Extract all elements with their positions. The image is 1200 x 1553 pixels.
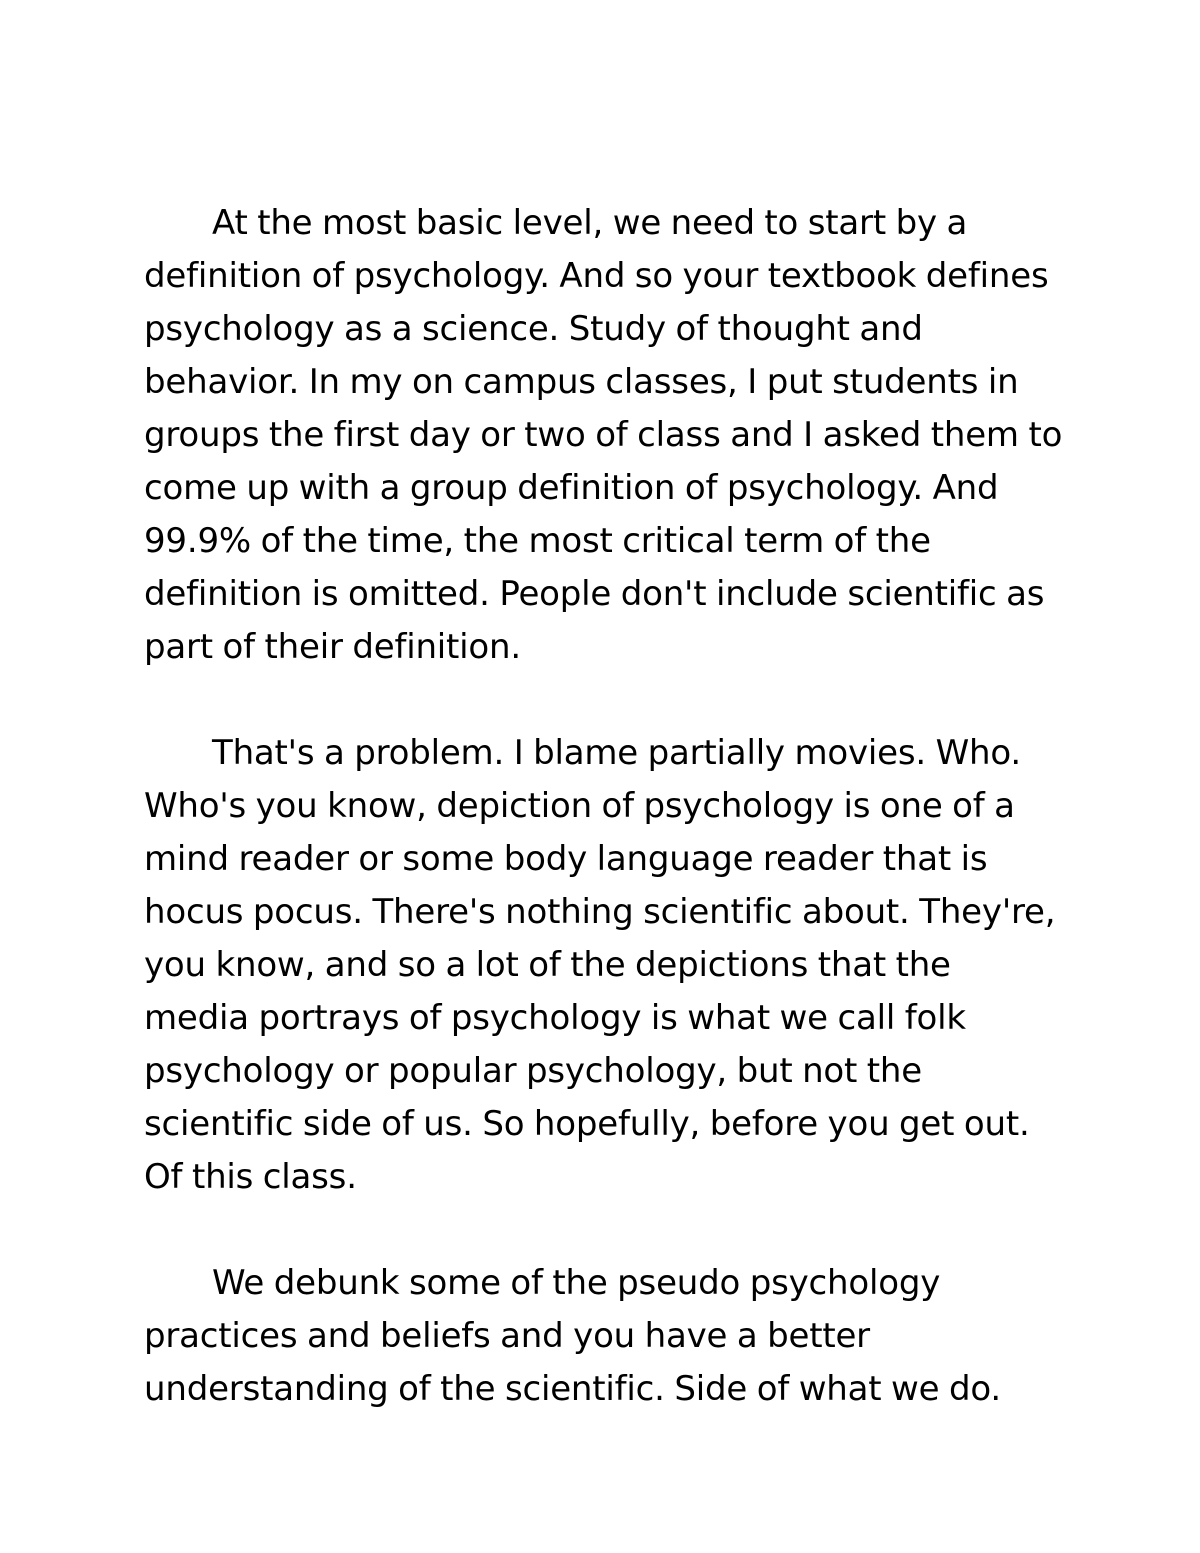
paragraph-3: We debunk some of the pseudo psychology practices and beliefs and you have a better understanding of the scientific. Side of what we do. <box>144 1263 1001 1409</box>
document-body <box>144 197 1064 1416</box>
paragraph-2: That's a problem. I blame partially movies. Who. Who's you know, depiction of psychology is one of a mind reader or some body language reader that is hocus pocus. There's nothing scientific about. They're, you know, and so a lot of the depictions that the media portrays of psychology is what we call folk psychology or popular psychology, but not the scientific side of us. So hopefully, before you get out. Of this class. <box>144 733 1056 1197</box>
paragraph-1: At the most basic level, we need to start by a definition of psychology. And so your textbook defines psychology as a science. Study of thought and behavior. In my on campus classes, I put students in groups the first day or two of class and I asked them to come up with a group definition of psychology. And 99.9% of the time, the most critical term of the definition is omitted. People don't include scientific as part of their definition. <box>144 203 1063 667</box>
